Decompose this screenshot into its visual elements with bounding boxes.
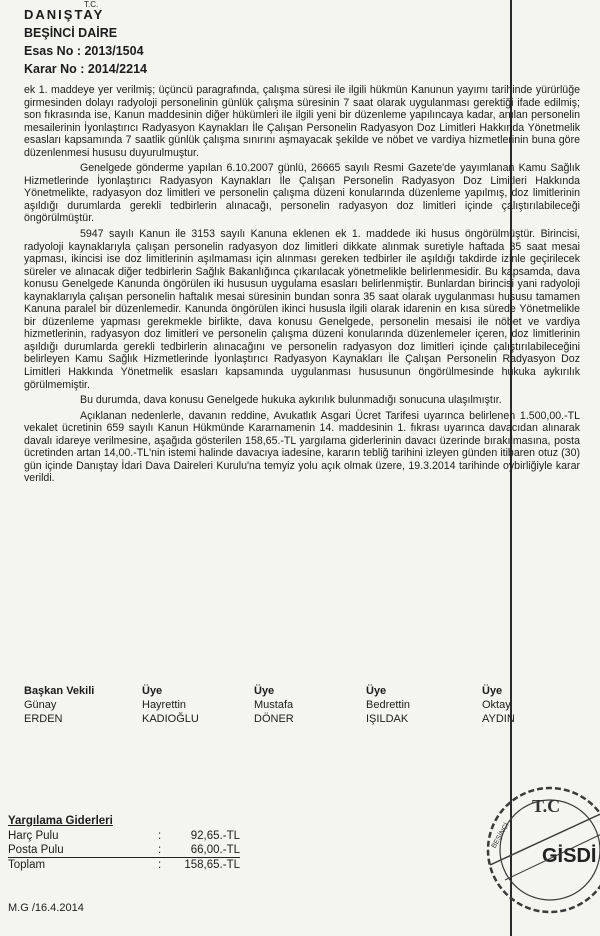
paragraph-2: Genelgede gönderme yapılan 6.10.2007 günlü, 26665 sayılı Resmi Gazete'de yayımlanan Kamu Sağlık Hizmetlerinde İyonlaştırıcı Radyasyon Kaynakları İle Çalışan Personelin Radyasyon Doz Limitleri Hakkında Yönetmelikte, radyasyon doz limitleri ve personelin çalışma düzeni konularında düzenleme yapılmış, doz limitlerinin aşıldığı durumlarda gerekli tedbirlerin alınacağı, personelin radyasyon doz limitleri içinde çalıştırılabileceği öngörülmüştür. [24, 162, 580, 225]
chamber-name: BEŞİNCİ DAİRE [24, 26, 118, 40]
decision-body [24, 84, 580, 488]
cost-amount: 158,65.-TL [184, 859, 240, 871]
signer-role: Üye [482, 685, 503, 697]
signer-baskan-vekili [24, 684, 94, 726]
seal-bottom-text: GİSDİ [542, 845, 597, 867]
paragraph-1: ek 1. maddeye yer verilmiş; üçüncü paragrafında, çalışma süresi ile ilgili hükmün Kanunun yayımı tarihinde yürürlüğe girmesinden dolayı radyoloji personelinin günlük çalışma süresinin 7 saat olarak uygulanması gerektiği ifade edilmiş; son fıkrasında ise, Kanun maddesinin diğer hükümleri ile ilgili yeni bir düzenleme yapılıncaya kadar, anılan personelin mesailerinin İyonlaştırıcı Radyasyon Kaynakları İle Çalışan Personelin Radyasyon Doz Limitleri Hakkında Yönetmelik esasları kapsamında 7 saatlik günlük çalışma sınırını aşmayacak şekilde ve nöbet ve vardiya hizmetlerinin buna göre düzenlenmesi hususu duyurulmuştur. [24, 84, 580, 159]
signer-last-name: DÖNER [254, 713, 294, 725]
table-row: Harç Pulu : 92,65.-TL [8, 830, 240, 842]
signer-last-name: IŞILDAK [366, 713, 409, 725]
cost-amount: 92,65.-TL [190, 830, 240, 842]
esas-value: 2013/1504 [84, 44, 144, 58]
paragraph-5: Açıklanan nedenlerle, davanın reddine, Avukatlık Asgari Ücret Tarifesi uyarınca belirlenen 1.500,00.-TL vekalet ücretinin 659 sayılı Kanun Hükmünde Kararnamenin 14. maddesinin 1. fıkrası uyarınca davacıdan alınarak davalı idareye verilmesine, aşağıda gösterilen 158,65.-TL yargılama giderlerinin davacı üzerinde bırakılmasına, posta ücretinden artan 14,00.-TL'nin istemi halinde davacıya iadesine, kararın tebliğ tarihini izleyen günden itibaren otuz (30) gün içinde Danıştay İdari Dava Daireleri Kurulu'na temyiz yolu açık olmak üzere, 19.3.2014 tarihinde oybirliğiyle karar verildi. [24, 409, 580, 485]
footer-reference: M.G /16.4.2014 [8, 902, 84, 914]
signer-last-name: ERDEN [24, 713, 63, 725]
karar-label: Karar No [24, 62, 77, 76]
cost-label: Posta Pulu [8, 843, 158, 858]
signer-uye-4 [482, 684, 515, 726]
karar-no: Karar No : 2014/2214 [24, 62, 147, 76]
header-tc: T.C. [84, 0, 99, 9]
table-row: Toplam : 158,65.-TL [8, 859, 240, 871]
cost-label: Harç Pulu [8, 830, 59, 842]
table-row: Posta Pulu : 66,00.-TL [8, 844, 240, 856]
signer-first-name: Günay [24, 699, 57, 711]
signature-block [24, 684, 580, 744]
signer-role: Başkan Vekili [24, 685, 95, 697]
document-header [24, 0, 147, 78]
cost-amount: 66,00.-TL [168, 843, 240, 858]
official-seal-stamp [470, 770, 600, 930]
signer-first-name: Mustafa [254, 699, 294, 711]
esas-label: Esas No [24, 44, 74, 58]
paragraph-3: 5947 sayılı Kanun ile 3153 sayılı Kanuna eklenen ek 1. maddede iki husus öngörülmüştür. Birincisi, radyoloji kaynaklarıyla çalışan personelin radyasyon doz limitleri dikkate alınmak suretiyle haftada 35 saat mesai yapması, ikincisi ise doz limitlerinin aşılmaması için alınması gereken tedbirler ile aşıldığı takdirde izinle geçirilecek süreler ve alınacak diğer tedbirlerin Sağlık Bakanlığınca çıkarılacak yönetmelikle belirlenmesidir. Bu kapsamda, dava konusu Genelgede Kanunda öngörülen iki hususun uygulama esasları belirlenmiştir. Bunlardan birincisi yani radyoloji kaynaklarıyla çalışan personelin haftalık mesai süresinin bundan sonra 35 saat olarak uygulanması hususu tamamen Kanuna paralel bir düzenlemedir. Kanunda öngörülen ikinci hususla ilgili olarak idarenin en kısa sürede Yönetmelikle bir düzenleme yapması gerekmekle birlikte, dava konusu Genelgede, personelin mesaisi ile nöbet ve vardiya hizmetlerinin, radyasyon doz limitleri ve personelin çalışma düzeni konularında düzenlemeler içeren, doz limitlerinin aşıldığı durumlarda gerekli tedbirlerin alınacağını ve personelin radyasyon doz limitleri içinde çalıştırılabileceğini belirleyen Kamu Sağlık Hizmetlerinde İyonlaştırıcı Radyasyon Kaynakları İle Çalışan Personelin Radyasyon Doz Limitleri Hakkında Yönetmelik esasları kapsamında uygulanması hususunun öngörülmesinde hukuka aykırılık görülmemiştir. [24, 228, 580, 391]
karar-value: 2014/2214 [87, 62, 147, 76]
paragraph-4: Bu durumda, dava konusu Genelgede hukuka aykırılık bulunmadığı sonucuna ulaşılmıştır. [80, 394, 502, 407]
cost-label: Toplam [8, 859, 46, 871]
signer-uye-3 [366, 684, 410, 726]
signer-first-name: Hayrettin [142, 699, 187, 711]
court-name: DANIŞTAY [24, 7, 105, 22]
seal-top-text: T.C [532, 796, 561, 816]
costs-title: Yargılama Giderleri [8, 815, 113, 827]
signer-role: Üye [366, 685, 387, 697]
signer-role: Üye [142, 685, 163, 697]
signer-last-name: AYDIN [482, 713, 515, 725]
costs-table [8, 829, 240, 872]
seal-small-text: BEŞİNCİ [490, 821, 511, 850]
signer-first-name: Bedrettin [366, 699, 411, 711]
signer-uye-1 [142, 684, 199, 726]
signer-first-name: Oktay [482, 699, 511, 711]
signer-last-name: KADIOĞLU [142, 713, 199, 725]
court-costs [8, 815, 240, 872]
signer-uye-2 [254, 684, 294, 726]
signer-role: Üye [254, 685, 275, 697]
esas-no: Esas No : 2013/1504 [24, 44, 144, 58]
